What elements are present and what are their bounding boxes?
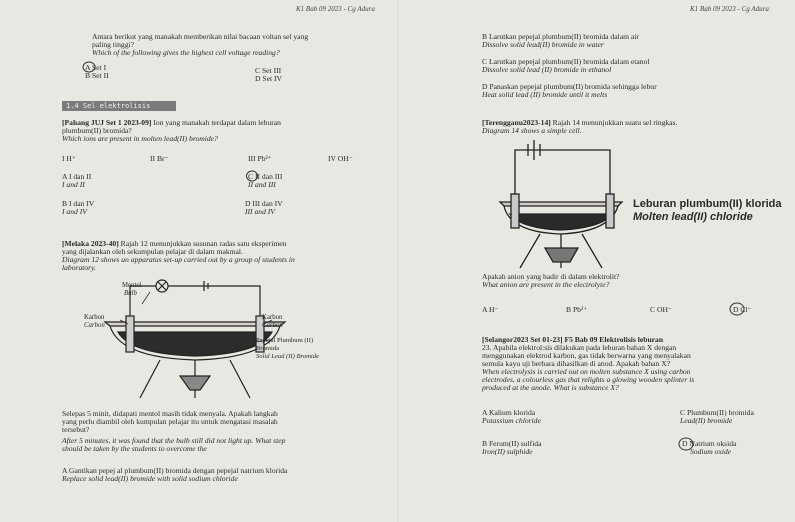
melaka-option-a: A Gantikan pepej al plumbum(II) bromida dengan pepejal natrium klorida — [62, 466, 288, 475]
label-carbon-left: Carbon — [84, 322, 105, 329]
simple-cell-diagram — [490, 140, 640, 270]
prev-option-c: C Larutkan pepejal plumbum(II) bromida dalam etanol — [482, 57, 650, 66]
label-bulb: Bulb — [124, 290, 137, 297]
sel-question-line2: menggunakan elektrod karbon, gas tidak berwarna yang menyalakan — [482, 351, 691, 360]
intro-option-b: B Set II — [85, 71, 109, 80]
melaka-stem-en-2: should be taken by the students to overcome the — [62, 444, 207, 453]
label-karbon-left: Karbon — [84, 314, 105, 321]
pahang-option-b: B I dan IV — [62, 199, 95, 208]
intro-option-a: A Set I — [85, 63, 107, 72]
sel-question-en3: produced at the anode. What is substance X? — [482, 383, 619, 392]
label-carbon-right: Carbon — [262, 322, 283, 329]
tg-question-title: [Terengganu2023-14] — [482, 118, 551, 127]
intro-option-d: D Set IV — [255, 74, 282, 83]
sel-question-en1: When electrolysis is carried out on molten substance X using carbon — [482, 367, 691, 376]
sel-question-line1: 23. Apabila elektrol:sis dilakukan pada leburan bahan X dengan — [482, 343, 677, 352]
label-karbon-right: Karbon — [262, 314, 283, 321]
melaka-stem-3: tersebut? — [62, 425, 90, 434]
pahang-ion-1: I H⁺ — [62, 154, 76, 163]
prev-option-d-en: Heat solid lead (II) bromide until it melts — [482, 90, 608, 99]
label-solid-en: Solid Lead (II) Bromide — [256, 353, 319, 360]
tg-option-b: B Pb²⁺ — [566, 305, 588, 314]
sel-option-a-en: Potassium chloride — [482, 416, 541, 425]
tg-option-d: D Cl⁻ — [733, 305, 752, 314]
pahang-option-c-en: II and III — [248, 180, 276, 189]
pahang-question-en: Which ions are present in molten lead(II) bromide? — [62, 134, 218, 143]
sel-question-en2: electrodes, a colourless gas that relights a glowing wooden splinter is — [482, 375, 695, 384]
intro-question-ms-2: paling tinggi? — [92, 40, 134, 49]
pahang-option-d: D III dan IV — [245, 199, 283, 208]
pahang-ion-4: IV OH⁻ — [328, 154, 353, 163]
cell-label-en: Molten lead(II) chloride — [633, 211, 753, 223]
cell-label-ms: Leburan plumbum(II) klorida — [633, 198, 782, 210]
page-fold — [397, 0, 399, 522]
melaka-stem-2: yang perlu diambil oleh kumpulan pelajar itu untuk mengatasi masalah — [62, 417, 278, 426]
melaka-question-en1: Diagram 12 shows an apparatus set-up carried out by a group of students in — [62, 255, 295, 264]
intro-question-ms-1: Antara berikut yang manakah memberikan nilai bacaan voltan sel yang — [92, 32, 309, 41]
prev-option-b-en: Dissolve solid lead(II) bromide in water — [482, 40, 604, 49]
sel-option-d-en: Sodium oxide — [690, 447, 732, 456]
left-page-header: K1 Bab 09 2023 - Cg Adura — [296, 5, 375, 13]
pahang-option-c: C II dan III — [248, 172, 283, 181]
pahang-question-title: [Pahang JUJ Set 1 2023-09] — [62, 118, 152, 127]
pahang-question-text: Ion yang manakah terdapat dalam leburan — [151, 118, 281, 127]
sel-option-a: A Kalium klorida — [482, 408, 536, 417]
pahang-option-a: A I dan II — [62, 172, 92, 181]
melaka-stem-1: Selepas 5 minit, didapati mentol masih tidak menyala. Apakah langkah — [62, 409, 278, 418]
tg-question-text: Rajah 14 menunjukkan suatu sel ringkas. — [550, 118, 678, 127]
melaka-stem-en-1: After 5 minutes, it was found that the bulb still did not light up. What step — [62, 436, 286, 445]
right-page-header: K1 Bab 09 2023 - Cg Adura — [690, 5, 769, 13]
pahang-question-line2: plumbum(II) bromida? — [62, 126, 132, 135]
melaka-question-title: [Melaka 2023-40] — [62, 239, 119, 248]
pahang-option-d-en: III and IV — [245, 207, 275, 216]
intro-question-en: Which of the following gives the highest cell voltage reading? — [92, 48, 280, 57]
sel-option-c: C Plumbum(II) bromida — [680, 408, 754, 417]
pahang-option-b-en: I and IV — [62, 207, 87, 216]
melaka-question-en2: laboratory. — [62, 263, 96, 272]
prev-option-c-en: Dissolve solid lead (II) bromide in ethanol — [482, 65, 612, 74]
tg-stem-ms: Apakah anion yang hadir di dalam elektrolit? — [482, 272, 620, 281]
pahang-option-a-en: I and II — [62, 180, 85, 189]
melaka-question-line2: yang dijalankan oleh sekumpulan pelajar di dalam makmal. — [62, 247, 243, 256]
tg-option-c: C OH⁻ — [650, 305, 672, 314]
sel-option-b-en: Iron(II) sulphide — [482, 447, 533, 456]
sel-question-line3: semula kayu uji berbara dihasilkan di anod. Apakah bahan X? — [482, 359, 671, 368]
label-solid-ms-2: Bromida — [256, 345, 280, 352]
melaka-option-a-en: Replace solid lead(II) bromide with solid sodium chloride — [62, 474, 238, 483]
pahang-ion-2: II Br⁻ — [150, 154, 169, 163]
sel-option-b: B Ferum(II) sulfida — [482, 439, 542, 448]
sel-option-c-en: Lead(II) bromide — [680, 416, 733, 425]
melaka-question-text: Rajah 12 menunjukkan susunan radas satu eksperimen — [118, 239, 287, 248]
prev-option-d: D Panaskan pepejal plumbum(II) bromida sehingga lebur — [482, 82, 657, 91]
prev-option-b: B Larutkan pepejal plumbum(II) bromida dalam air — [482, 32, 639, 41]
label-solid-ms-1: Pepejal Plumbum (II) — [256, 337, 314, 344]
intro-option-c: C Set III — [255, 66, 282, 75]
label-mentol: Mentol — [122, 282, 142, 289]
sel-question-title: [Selangor2023 Set 01-23] F5 Bab 09 Elektrolisis leburan — [482, 335, 664, 344]
pahang-ion-3: III Pb²⁺ — [248, 154, 272, 163]
sel-option-d: D Natrium oksida — [682, 439, 737, 448]
tg-question-en: Diagram 14 shows a simple cell. — [482, 126, 582, 135]
section-banner: 1.4 Sel elektrolisis — [62, 101, 176, 111]
tg-stem-en: What anion are present in the electrolyte? — [482, 280, 610, 289]
tg-option-a: A H⁻ — [482, 305, 499, 314]
